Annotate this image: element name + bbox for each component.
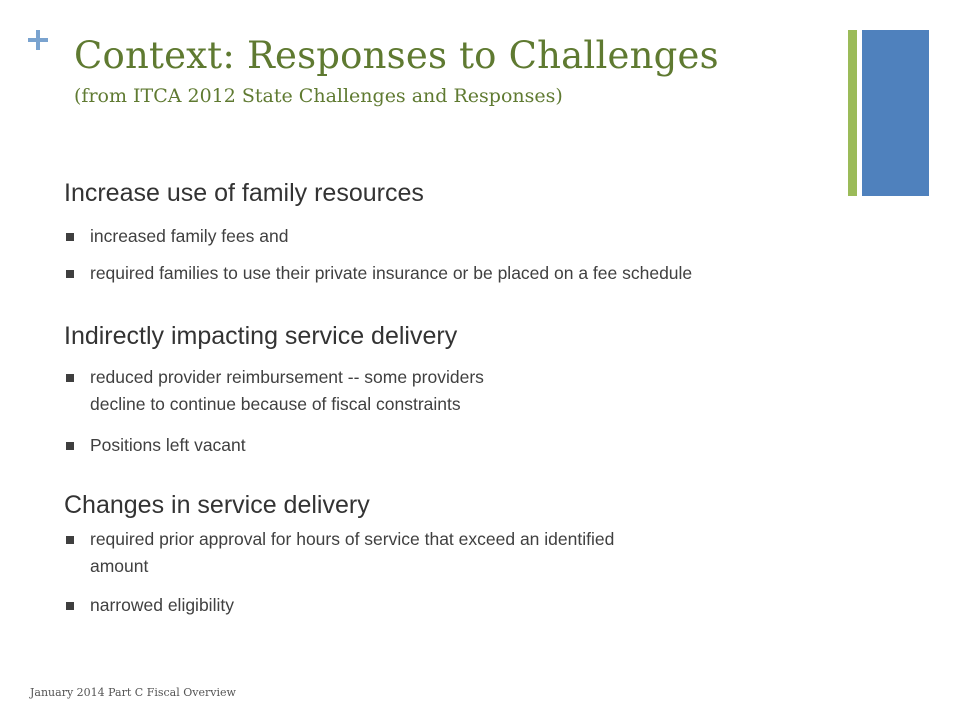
bullet-marker: [66, 442, 74, 450]
bullet-text: increased family fees and: [90, 226, 289, 246]
bullet-marker: [66, 602, 74, 610]
slide-footer: January 2014 Part C Fiscal Overview: [30, 686, 236, 699]
bullet-text-line-1: reduced provider reimbursement -- some providers: [90, 367, 484, 387]
bullet-marker: [66, 270, 74, 278]
bullet-text-line-2: amount: [90, 556, 149, 576]
bullet-text-line-1: required prior approval for hours of service that exceed an identified: [90, 529, 615, 549]
bullet-marker: [66, 233, 74, 241]
bullet-marker: [66, 374, 74, 382]
accent-bar-blue: [862, 30, 929, 196]
bullet-text-line-2: decline to continue because of fiscal constraints: [90, 394, 461, 414]
section-heading-indirect-impact: Indirectly impacting service delivery: [64, 322, 458, 350]
plus-icon: [28, 30, 48, 50]
slide-title: Context: Responses to Challenges: [74, 34, 719, 77]
slide-subtitle: (from ITCA 2012 State Challenges and Responses): [74, 85, 563, 107]
bullet-text: narrowed eligibility: [90, 595, 234, 615]
section-heading-family-resources: Increase use of family resources: [64, 179, 424, 207]
bullet-text: Positions left vacant: [90, 435, 246, 455]
bullet-marker: [66, 536, 74, 544]
plus-icon-vertical: [36, 30, 40, 50]
section-heading-service-changes: Changes in service delivery: [64, 491, 370, 519]
bullet-text: required families to use their private insurance or be placed on a fee schedule: [90, 263, 693, 283]
accent-bar-green: [848, 30, 857, 196]
